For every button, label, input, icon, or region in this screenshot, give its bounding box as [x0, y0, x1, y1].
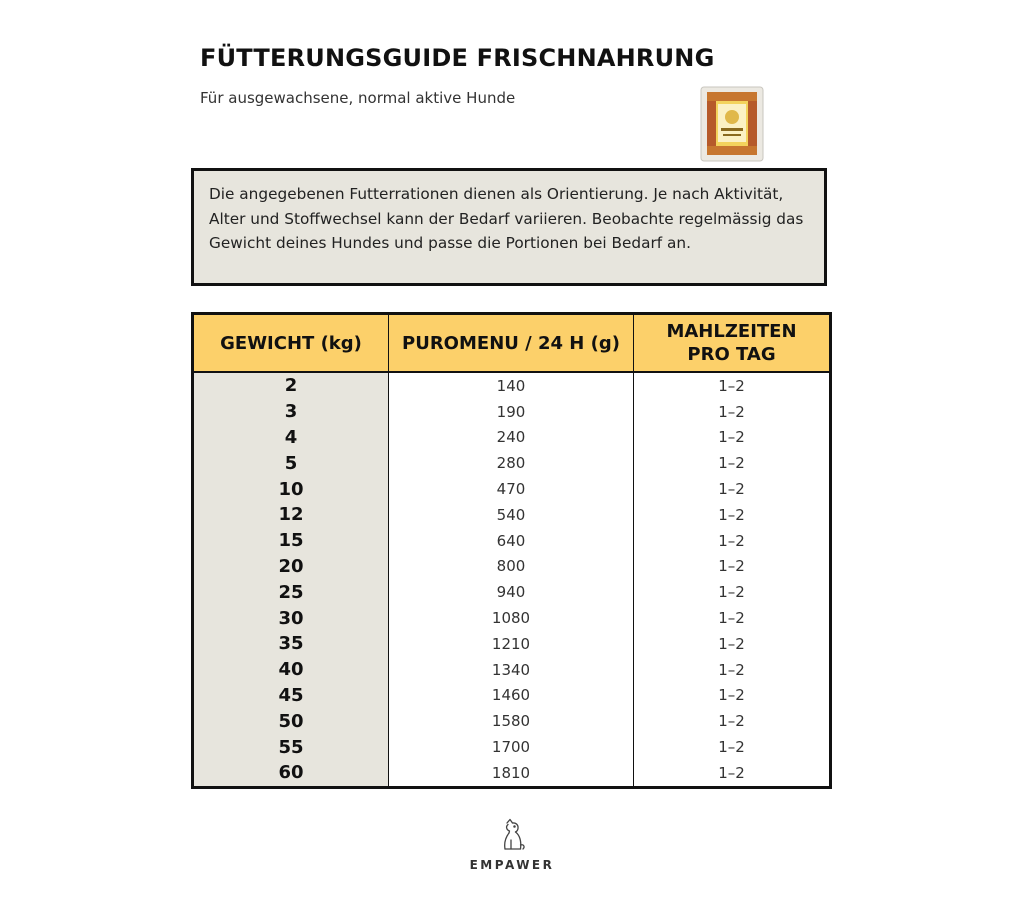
table-row	[193, 760, 831, 787]
meals-cell: 1–2	[634, 657, 831, 683]
table-row	[193, 605, 831, 631]
table-row	[193, 528, 831, 554]
page-title: FÜTTERUNGSGUIDE FRISCHNAHRUNG	[200, 44, 715, 72]
weight-cell: 40	[193, 657, 389, 683]
weight-cell: 25	[193, 579, 389, 605]
meals-cell: 1–2	[634, 760, 831, 787]
weight-cell: 15	[193, 528, 389, 554]
table-row	[193, 708, 831, 734]
amount-cell: 1700	[491, 738, 531, 757]
amount-cell: 640	[496, 531, 526, 550]
meals-cell: 1–2	[634, 631, 831, 657]
weight-cell: 60	[193, 760, 389, 787]
table-body	[193, 372, 831, 787]
feeding-table	[191, 312, 832, 789]
amount-cell: 1080	[491, 609, 531, 628]
amount-cell: 280	[496, 454, 526, 473]
column-header-meals: MAHLZEITEN PRO TAG	[634, 314, 831, 373]
meals-cell: 1–2	[634, 399, 831, 425]
weight-cell: 30	[193, 605, 389, 631]
weight-cell: 12	[193, 502, 389, 528]
weight-cell: 2	[193, 372, 389, 399]
amount-cell: 1210	[491, 634, 531, 653]
table-row	[193, 425, 831, 451]
meals-cell: 1–2	[634, 476, 831, 502]
amount-cell: 940	[496, 583, 526, 602]
weight-cell: 3	[193, 399, 389, 425]
info-note-text: Die angegebenen Futterrationen dienen als Orientierung. Je nach Aktivität, Alter und Stoffwechsel kann der Bedarf variieren. Beobachte regelmässig das Gewicht deines Hundes und passe die Portionen bei Bedarf an.	[209, 185, 804, 252]
table-row	[193, 502, 831, 528]
table-row	[193, 683, 831, 709]
amount-cell: 1460	[491, 686, 531, 705]
meals-cell: 1–2	[634, 579, 831, 605]
weight-cell: 10	[193, 476, 389, 502]
amount-cell: 800	[496, 557, 526, 576]
amount-cell: 1340	[491, 660, 531, 679]
column-header-amount: PUROMENU / 24 H (g)	[389, 314, 634, 373]
sitting-dog-icon	[497, 818, 527, 852]
meals-cell: 1–2	[634, 450, 831, 476]
table-row	[193, 450, 831, 476]
amount-cell: 190	[496, 402, 526, 421]
table-header-row	[193, 314, 831, 373]
amount-cell: 470	[496, 480, 526, 499]
table-row	[193, 734, 831, 760]
table-row	[193, 554, 831, 580]
weight-cell: 5	[193, 450, 389, 476]
amount-cell: 1580	[491, 712, 531, 731]
table-row	[193, 579, 831, 605]
meals-cell: 1–2	[634, 708, 831, 734]
product-package-image	[700, 86, 764, 162]
brand-name: EMPAWER	[469, 858, 555, 872]
amount-cell: 1810	[491, 763, 531, 782]
amount-cell: 540	[496, 505, 526, 524]
table-row	[193, 372, 831, 399]
meals-cell: 1–2	[634, 683, 831, 709]
weight-cell: 35	[193, 631, 389, 657]
brand-logo	[462, 818, 562, 872]
amount-cell: 140	[496, 376, 526, 395]
meals-cell: 1–2	[634, 554, 831, 580]
meals-cell: 1–2	[634, 502, 831, 528]
weight-cell: 50	[193, 708, 389, 734]
amount-cell: 240	[496, 428, 526, 447]
meals-cell: 1–2	[634, 605, 831, 631]
weight-cell: 20	[193, 554, 389, 580]
weight-cell: 4	[193, 425, 389, 451]
column-header-weight: GEWICHT (kg)	[193, 314, 389, 373]
table-row	[193, 399, 831, 425]
meals-cell: 1–2	[634, 425, 831, 451]
info-note-box	[191, 168, 827, 286]
page-subtitle: Für ausgewachsene, normal aktive Hunde	[200, 89, 516, 107]
meals-cell: 1–2	[634, 528, 831, 554]
weight-cell: 55	[193, 734, 389, 760]
table-row	[193, 476, 831, 502]
table-row	[193, 657, 831, 683]
meals-cell: 1–2	[634, 734, 831, 760]
table-row	[193, 631, 831, 657]
meals-cell: 1–2	[634, 372, 831, 399]
weight-cell: 45	[193, 683, 389, 709]
